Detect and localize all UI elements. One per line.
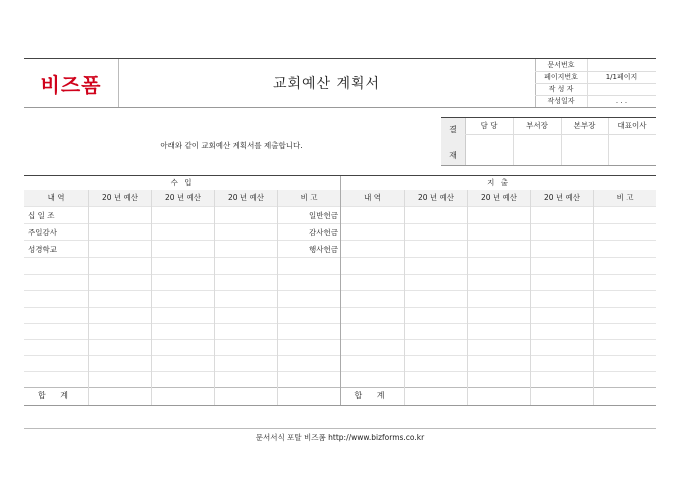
approval-role-dept-head: 부서장: [513, 118, 562, 135]
bizforms-logo: 비즈폼: [24, 59, 119, 107]
expense-total-label: 합 계: [354, 391, 391, 400]
income-col-budget: 20 년 예산: [89, 190, 151, 206]
budget-table: [24, 175, 656, 406]
column-divider: [593, 190, 594, 405]
document-meta: [535, 59, 656, 107]
meta-value[interactable]: 1/1페이지: [605, 73, 638, 81]
expense-col-budget: 20 년 예산: [405, 190, 467, 206]
meta-value[interactable]: [587, 59, 656, 71]
income-row-item: 주일감사: [28, 228, 57, 237]
expense-col-note: 비 고: [594, 190, 656, 206]
expense-col-budget: 20 년 예산: [531, 190, 593, 206]
meta-label: 페이지번호: [535, 71, 588, 83]
column-divider: [530, 190, 531, 405]
approval-box: [441, 117, 656, 166]
income-col-item: 내 역: [24, 190, 88, 206]
column-divider: [151, 190, 152, 405]
footer-divider: [24, 428, 656, 429]
expense-section-title: 지 출: [487, 178, 510, 187]
approval-caption-top: 결: [449, 125, 457, 134]
approval-role-division-head: 본부장: [561, 118, 609, 135]
income-section-title: 수 입: [170, 178, 194, 187]
income-col-budget: 20 년 예산: [215, 190, 277, 206]
meta-date: [535, 95, 656, 107]
income-row-note: 감사헌금: [309, 228, 338, 237]
meta-label: 작성일자: [535, 95, 588, 107]
column-divider: [404, 190, 405, 405]
approval-role-staff: 담 당: [465, 118, 514, 135]
meta-label: 문서번호: [535, 59, 588, 71]
document-header: [24, 58, 656, 108]
income-col-note: 비 고: [278, 190, 340, 206]
document-title: 교회예산 계획서: [118, 59, 536, 107]
approval-signature-box[interactable]: [513, 134, 562, 165]
income-col-budget: 20 년 예산: [152, 190, 214, 206]
expense-col-item: 내 역: [341, 190, 404, 206]
approval-signature-box[interactable]: [561, 134, 609, 165]
income-row-note: 일반헌금: [309, 211, 338, 220]
approval-caption: [441, 118, 466, 165]
approval-signature-box[interactable]: [465, 134, 514, 165]
meta-value[interactable]: [587, 83, 656, 95]
section-divider: [340, 176, 341, 405]
column-divider: [88, 190, 89, 405]
column-divider: [214, 190, 215, 405]
meta-label: 작 성 자: [535, 83, 588, 95]
income-row-item: 성경학교: [28, 245, 57, 254]
income-total-label: 합 계: [38, 391, 74, 400]
approval-role-ceo: 대표이사: [608, 118, 656, 135]
approval-caption-bottom: 재: [449, 151, 457, 160]
footer-text: 문서서식 포탈 비즈폼 http://www.bizforms.co.kr: [255, 433, 425, 442]
expense-col-budget: 20 년 예산: [468, 190, 530, 206]
intro-text: 아래와 같이 교회예산 계획서를 제출합니다.: [160, 141, 303, 150]
income-row-item: 십 일 조: [28, 211, 55, 220]
column-divider: [467, 190, 468, 405]
approval-signature-box[interactable]: [608, 134, 656, 165]
income-row-note: 행사헌금: [309, 245, 338, 254]
meta-value[interactable]: . . .: [615, 97, 628, 105]
